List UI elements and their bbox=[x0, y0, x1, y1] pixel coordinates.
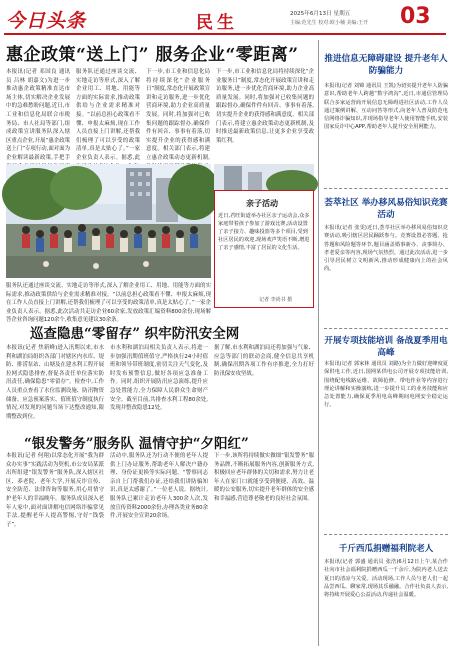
article2-col2: 市水利和湖泊局相关负责人表示,将进一步加强汛期值班值守,严格执行24小时值班和领导带班制度,密切关注天气变化,及时发布预警信息,做好各项应急准备工作。同时,组织开展防汛应急演练,提升应急处置能力,全力保障人民群众生命财产安全。截至目前,共排查水利工程80余处,发现并整改隐患12处。 bbox=[110, 345, 208, 412]
photo-byline: 记者 李尚书 摄 bbox=[259, 297, 293, 303]
sidebar-separator bbox=[324, 534, 448, 535]
flood-headline: 巡查隐患“零留存” 织牢防汛安全网 bbox=[30, 326, 240, 342]
editor-credits: 主编:范先生 校对:欧小楠 美编:王开 bbox=[290, 20, 369, 26]
sidebar-divider bbox=[318, 40, 319, 646]
sidebar-story1-headline: 推进信息无障碍建设 提升老年人防骗能力 bbox=[324, 54, 448, 76]
sidebar-story3-headline: 开展专项技能培训 备战夏季用电高峰 bbox=[324, 336, 448, 358]
article3-col1: 本报讯(记者 何翔)以常态化开展“我为群众办实事”实践活动为契机,市公安局某派出所组建“银发警务”服务队,深入辖区社区、养老院、老年大学,开展反诈宣传、安全防范、法律咨询等服务,用心用情守护老年人的幸福晚年。服务队成员深入老年人家中,面对面讲解电信网络诈骗常见手法,提醒老年人提高警惕,守好“钱袋子”。 bbox=[6, 453, 104, 528]
sidebar-separator bbox=[324, 188, 448, 189]
sidebar-story3-text: 本报讯(记者 郭家林 通讯员 刘路)为全力做好迎峰度夏保供电工作,近日,国网某供电公司开展专项技能培训,围绕配电线路运维、故障抢修、带电作业等内容进行理论讲解和实操演练,进一步提升员工的业务技能和应急处置能力,确保夏季用电高峰期间电网安全稳定运行。 bbox=[324, 361, 448, 409]
section-title: 民生 bbox=[196, 13, 238, 33]
article1-col4: 下一步,市工业和信息化局将持续深化“企业服务日”制度,常态化开展政策宣讲和走访服务,进一步优化营商环境,助力企业高质量发展。同时,将加强对已收集问题的跟踪督办,确保件件有回音、事事有着落,切实提升企业的获得感和满意度。相关部门表示,将建立惠企政策动态更新机制,及时推送最新政策信息,让更多企业享受政策红利。 bbox=[216, 69, 314, 144]
page-number: 03 bbox=[400, 4, 431, 29]
sidebar-story2-text: 本报讯(记者 张雯)近日,荟萃社区举办移风易俗知识竞赛活动,吸引辖区居民踊跃参与。竞赛设置必答题、抢答题和风险题等环节,题目涵盖婚事新办、丧事简办、孝老爱亲等内容,现场气氛热烈。通过此次活动,进一步引导居民树立文明新风,推动形成健康向上的社会风尚。 bbox=[324, 225, 448, 273]
senior-police-headline: “银发警务”服务队 温情守护“夕阳红” bbox=[24, 436, 249, 452]
issue-date: 2025年6月13日 星期五 bbox=[290, 11, 351, 17]
article1-col1: 本报讯(记者 邓国良 通讯员 吕林 胡嘉文)为进一步推动惠企政策精准直达市场主体,切实解决企业发展中的急难愁盼问题,近日,市工业和信息化局联合市税务局、市人社局等部门,组成政策宣讲服务队深入辖区重点企业,开展“惠企政策送上门”专项行动,面对面为企业解读最新政策,手把手 bbox=[6, 69, 70, 161]
sidebar-separator bbox=[324, 328, 448, 329]
sidebar-story2-headline: 荟萃社区 举办移风易俗知识竞赛活动 bbox=[324, 198, 448, 220]
article3-col3: 下一步,该所将持续做实做细“银发警务”服务品牌,不断拓展服务内容,创新服务方式,积极回应老年群体的关切和需求,努力让老年人在家门口就能享受到便捷、高效、温暖的公安服务,切实提升老年群体的安全感和幸福感,营造尊老敬老的良好社会氛围。 bbox=[214, 453, 314, 502]
sidebar-story4-headline: 千斤西瓜捐赠福利院老人 bbox=[338, 544, 434, 554]
secondary-photo-image bbox=[214, 164, 314, 190]
photo-image bbox=[6, 164, 211, 278]
photo-caption: 近日,君旺街道举办社区亲子运动会,众多家庭带着孩子参加了游戏比赛,活动设置了亲子接力、趣味投篮等多个项目,受到社区居民的欢迎,现场欢声笑语不断,增进了亲子感情,丰富了居民的文化生活。 bbox=[218, 213, 310, 251]
masthead bbox=[0, 0, 450, 34]
article2-col3: 据了解,市水利和湖泊局还将加强与气象、应急等部门的联动会商,健全信息共享机制,确保汛期各项工作有序推进,全力打好防汛保安攻坚战。 bbox=[214, 345, 314, 377]
article2-col1: 本报讯(记者 焦新峰)进入汛期以来,市水利和湖泊局组织各部门对辖区内水库、堤防、排涝泵站、山塘及在建水利工程开展拉网式隐患排查,督促各责任单位落实防汛责任,确保隐患“零留存”。检查中,工作人员重点查看了水位监测设施、防汛物资储备、应急预案落实、值班值守制度执行情况,对发现的问题当场下达整改通知,限期整改到位。 bbox=[6, 345, 104, 420]
news-photo bbox=[6, 164, 211, 278]
photo-title: 亲子活动 bbox=[246, 199, 278, 208]
article1-tail: 服务队还通过座谈交流、实地走访等形式,深入了解企业用工、用地、用能等方面的实际需求,推动政策供给与企业需求精准对接。“以前总担心政策看不懂、申报太麻烦,现在工作人员直接上门讲解,还帮我们梳理了可以享受的政策清单,真是太贴心了。”一家企业负责人表示。据悉,此次活动共走访企业60余家,发放政策汇编资料800余份,现场解答企业咨询问题120余个,收集意见建议30余条。 bbox=[6, 283, 211, 324]
sidebar bbox=[324, 34, 448, 650]
sidebar-story4-text: 本报讯(记者 郭盛 通讯员 张浩)6月12日上午,某合作社向市社会福利院捐赠西瓜一千余斤,为院内老人送去夏日的清凉与关爱。活动现场,工作人员与老人们一起品尝西瓜、聊家常,现场其乐融融。合作社负责人表示,将持续开展爱心公益活动,传递社会温暖。 bbox=[324, 559, 448, 599]
main-headline: 惠企政策“送上门” 服务企业“零距离” bbox=[6, 45, 299, 65]
article1-col2: 服务队还通过座谈交流、实地走访等形式,深入了解企业用工、用地、用能等方面的实际需求,推动政策供给与企业需求精准对接。“以前总担心政策看不懂、申报太麻烦,现在工作人员直接上门讲解,还帮我们梳理了可以享受的政策清单,真是太贴心了。”一家企业负责人表示。据悉,此 bbox=[76, 69, 140, 161]
sidebar-story1-text: 本报讯(记者 刘锦 通讯员 王凯)为切实提升老年人防骗意识,帮助老年人跨越“数字鸿沟”,近日,市通信管理局联合多家运营商开展信息无障碍进社区活动,工作人员通过案例讲解、互动问答等形式,向老年人普及防范电信网络诈骗知识,并现场指导老年人使用智能手机,安装国家反诈中心APP,帮助老年人提升安全用网能力。 bbox=[324, 83, 448, 131]
newspaper-logo: 今日头条 bbox=[6, 10, 87, 32]
article1-col3: 下一步,市工业和信息化局将持续深化“企业服务日”制度,常态化开展政策宣讲和走访服务,进一步优化营商环境,助力企业高质量发展。同时,将加强对已收集问题的跟踪督办,确保件件有回音、事事有着落,切实提升企业的获得感和满意度。相关部门表示,将建立惠企政策动态更新机制, bbox=[146, 69, 210, 161]
article3-col2: 活动中,服务队还为行动不便的老年人提供上门办证服务,帮助老年人解决户籍办理、身份证更换等实际问题。“警察同志亲自上门帮我们办证,还给我们讲防骗知识,真是太感谢了。”一位老人说。据统计,服务队已累计走访老年人300余人次,发放宣传资料2000余份,办理各类业务80余件,开展安全宣讲20余场。 bbox=[110, 453, 208, 520]
